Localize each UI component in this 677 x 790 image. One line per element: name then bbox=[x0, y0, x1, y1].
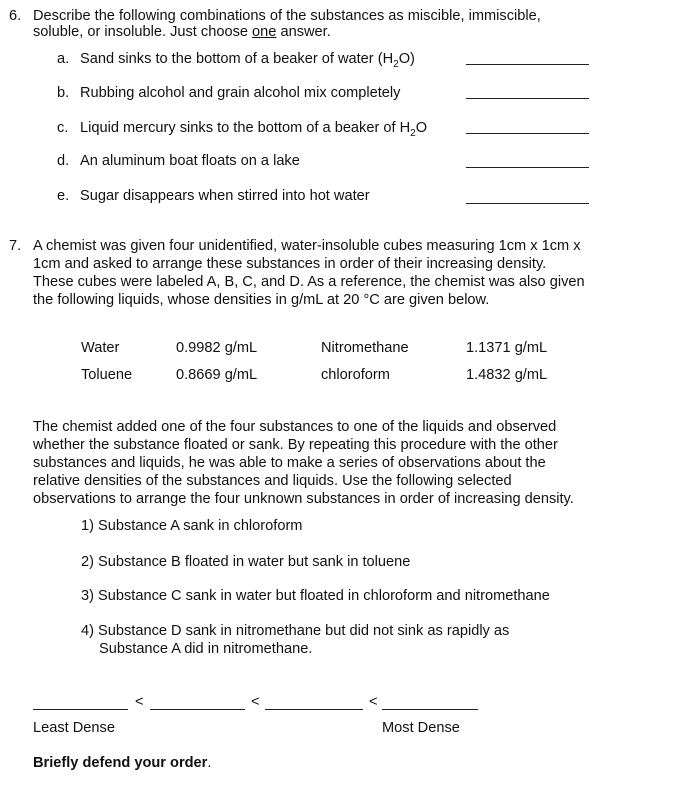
q6-item-text: Sugar disappears when stirred into hot water bbox=[80, 188, 370, 204]
less-than-sign: < bbox=[135, 694, 144, 710]
q6-number: 6. bbox=[9, 8, 22, 24]
q6-item-letter: a. bbox=[57, 51, 70, 67]
liquid-name: Water bbox=[81, 340, 120, 356]
q7-number: 7. bbox=[9, 238, 22, 254]
order-blank-2[interactable] bbox=[150, 709, 245, 710]
answer-blank[interactable] bbox=[466, 98, 589, 99]
q6-prompt-line1: Describe the following combinations of the substances as miscible, immiscible, bbox=[33, 8, 541, 24]
observation-item: 1) Substance A sank in chloroform bbox=[81, 518, 303, 534]
liquid-density: 1.1371 g/mL bbox=[466, 340, 548, 356]
liquid-name: Toluene bbox=[81, 367, 133, 383]
order-blank-1[interactable] bbox=[33, 709, 128, 710]
liquid-name: Nitromethane bbox=[321, 340, 409, 356]
answer-blank[interactable] bbox=[466, 167, 589, 168]
q6-item-text: Rubbing alcohol and grain alcohol mix completely bbox=[80, 85, 401, 101]
answer-blank[interactable] bbox=[466, 203, 589, 204]
most-dense-label: Most Dense bbox=[382, 720, 460, 736]
q6-item-text: Liquid mercury sinks to the bottom of a beaker of $H_2O$ bbox=[80, 120, 428, 139]
order-blank-4[interactable] bbox=[382, 709, 478, 710]
answer-blank[interactable] bbox=[466, 64, 589, 65]
less-than-sign: < bbox=[369, 694, 378, 710]
q6-prompt-line2: soluble, or insoluble. Just choose one answer. bbox=[33, 24, 331, 40]
observation-item: 2) Substance B floated in water but sank in toluene bbox=[81, 554, 411, 570]
observation-item: 4) Substance D sank in nitromethane but did not sink as rapidly as bbox=[81, 623, 510, 639]
q6-item-letter: d. bbox=[57, 153, 70, 169]
q6-item-letter: e. bbox=[57, 188, 70, 204]
observation-item: 3) Substance C sank in water but floated in chloroform and nitromethane bbox=[81, 588, 550, 604]
liquid-density: 1.4832 g/mL bbox=[466, 367, 548, 383]
q6-item-text: Sand sinks to the bottom of a beaker of water $(H_2O)$ bbox=[80, 51, 415, 70]
q6-underlined-word: one bbox=[252, 24, 277, 40]
answer-blank[interactable] bbox=[466, 133, 589, 134]
liquid-density: 0.8669 g/mL bbox=[176, 367, 258, 383]
liquid-density: 0.9982 g/mL bbox=[176, 340, 258, 356]
q6-item-letter: c. bbox=[57, 120, 69, 136]
q6-item-text: An aluminum boat floats on a lake bbox=[80, 153, 300, 169]
less-than-sign: < bbox=[251, 694, 260, 710]
least-dense-label: Least Dense bbox=[33, 720, 115, 736]
observation-item-continued: Substance A did in nitromethane. bbox=[99, 641, 313, 657]
q6-item-letter: b. bbox=[57, 85, 70, 101]
defend-order-prompt: Briefly defend your order. bbox=[33, 755, 212, 771]
liquid-name: chloroform bbox=[321, 367, 390, 383]
order-blank-3[interactable] bbox=[265, 709, 363, 710]
